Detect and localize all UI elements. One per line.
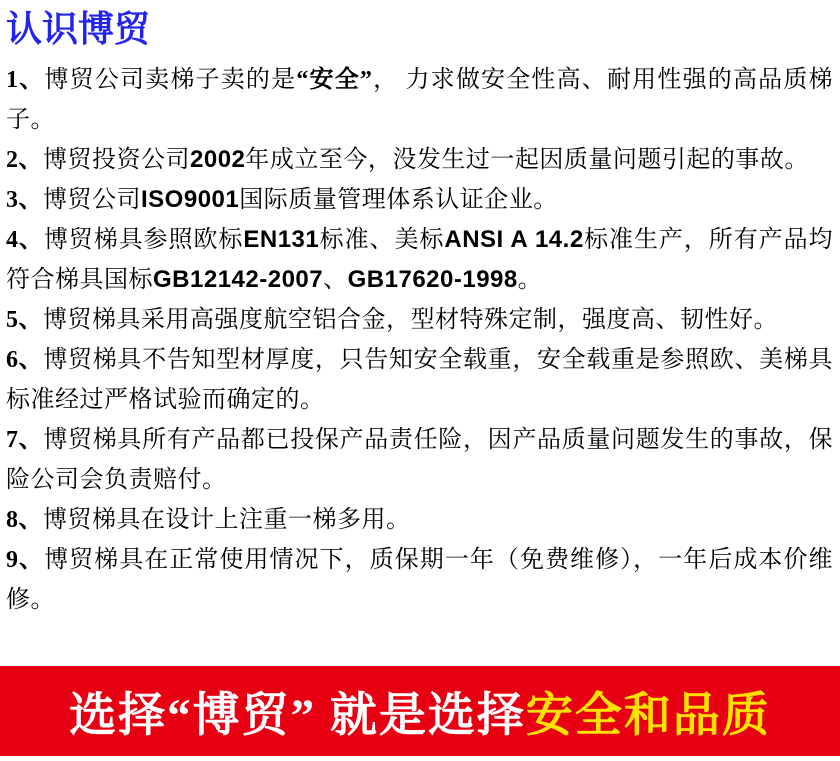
bottom-banner: [0, 666, 840, 756]
emphasized-text: 2、: [6, 147, 43, 173]
body-text: 博贸公司卖梯子卖的是: [44, 67, 297, 93]
body-text: 博贸公司: [43, 187, 141, 213]
emphasized-text: 5、: [6, 307, 43, 333]
body-text: ， 力求做安全性高、耐用性强的高品质梯子。: [6, 67, 834, 133]
body-text: 国际质量管理体系认证企业。: [239, 187, 558, 213]
emphasized-text: ISO9001: [141, 186, 240, 213]
list-item: [6, 180, 833, 220]
list-item: [6, 500, 833, 540]
banner-text-white: 选择“博贸” 就是选择: [69, 690, 526, 742]
emphasized-text: 9、: [6, 547, 45, 573]
body-text: 博贸梯具参照欧标: [43, 227, 244, 253]
body-text: 年成立至今，没发生过一起因质量问题引起的事故。: [245, 147, 809, 173]
body-text: 标准生产，所有产品均符合梯具国标: [6, 227, 834, 293]
body-text: 博贸梯具不告知型材厚度，只告知安全载重，安全载重是参照欧、美梯具标准经过严格试验而确定的。: [6, 347, 834, 413]
list-item: [6, 140, 833, 180]
banner-text-yellow: 安全和品质: [525, 690, 771, 742]
emphasized-text: 6、: [6, 347, 44, 373]
list-item: [6, 220, 833, 300]
emphasized-text: 3、: [6, 187, 43, 213]
body-text: 博贸梯具采用高强度航空铝合金，型材特殊定制，强度高、韧性好。: [43, 307, 778, 333]
body-text: 博贸梯具所有产品都已投保产品责任险，因产品质量问题发生的事故，保险公司会负责赔付。: [6, 427, 834, 493]
body-text: 、: [323, 267, 348, 293]
list-item: [6, 540, 833, 620]
emphasized-text: 8、: [6, 507, 43, 533]
emphasized-text: 2002: [190, 146, 246, 173]
emphasized-text: ANSI A 14.2: [444, 226, 584, 253]
emphasized-text: 4、: [6, 227, 44, 253]
emphasized-text: GB12142-2007: [153, 266, 324, 293]
body-text: 。: [517, 267, 543, 293]
emphasized-text: 1、: [6, 67, 45, 93]
emphasized-text: “安全”: [296, 67, 373, 93]
emphasized-text: GB17620-1998: [347, 266, 518, 293]
emphasized-text: 7、: [6, 427, 44, 453]
body-text: 标准、美标: [319, 227, 445, 253]
list-item: [6, 340, 833, 420]
statement-list: [0, 56, 840, 620]
list-item: [6, 300, 833, 340]
list-item: [6, 60, 833, 140]
body-text: 博贸投资公司: [43, 147, 190, 173]
body-text: 博贸梯具在设计上注重一梯多用。: [43, 507, 411, 533]
body-text: 博贸梯具在正常使用情况下，质保期一年（免费维修），一年后成本价维修。: [6, 547, 834, 613]
emphasized-text: EN131: [243, 226, 320, 253]
banner-slogan: [69, 661, 771, 761]
list-item: [6, 420, 833, 500]
page-title: 认识博贸: [6, 9, 151, 49]
